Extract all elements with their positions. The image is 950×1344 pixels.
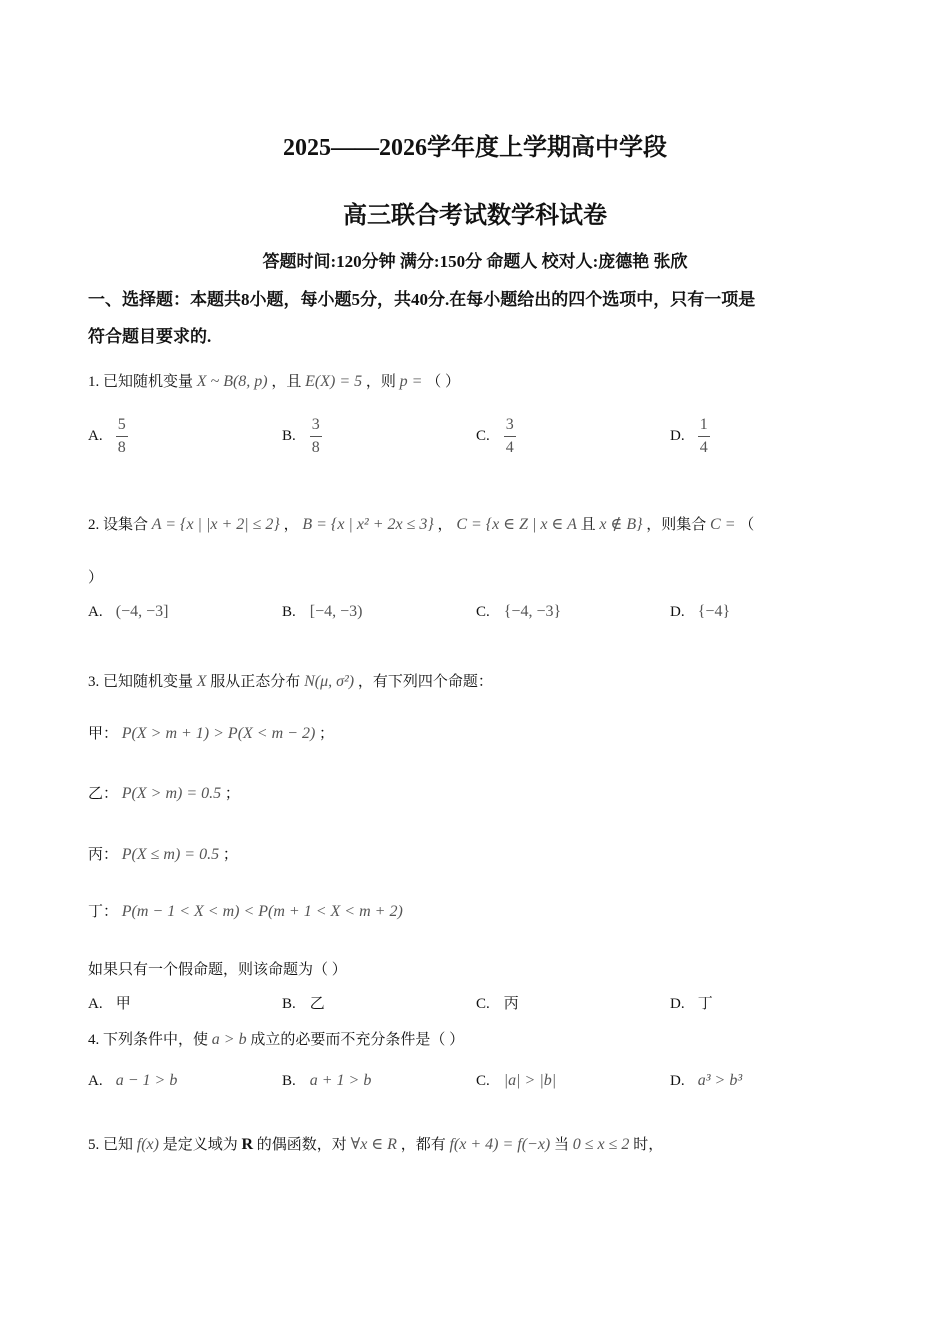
question-text: 服从正态分布	[210, 674, 301, 690]
q2-option-a	[88, 603, 168, 621]
option-label: A.	[88, 1073, 103, 1089]
question-2	[88, 513, 754, 534]
q4-option-c	[476, 1072, 556, 1090]
option-value: a + 1 > b	[309, 1072, 372, 1089]
option-label: D.	[670, 1073, 685, 1089]
question-text: ，且	[271, 374, 302, 390]
option-value: |a| > |b|	[503, 1072, 557, 1089]
section-heading-line2: 符合题目要求的.	[88, 327, 212, 346]
question-text: 已知	[103, 1137, 134, 1153]
fraction: $\frac{5}{8}$	[117, 416, 126, 456]
fraction: $\frac{1}{4}$	[699, 416, 708, 456]
option-label: C.	[476, 427, 490, 444]
option-label: A.	[88, 604, 103, 620]
option-label: A.	[88, 427, 103, 444]
q3-option-c	[476, 992, 519, 1013]
question-number: 4.	[88, 1032, 100, 1048]
math-expression: C =	[710, 516, 736, 533]
option-label: C.	[476, 1073, 490, 1089]
math-expression: ∀x ∈ R	[350, 1136, 397, 1153]
q3-option-b	[282, 992, 325, 1013]
proposition-end: ；	[222, 847, 238, 863]
exam-info: 答题时间:120分钟 满分:150分 命题人 校对人:庞德艳 张欣	[262, 252, 688, 271]
question-text: 下列条件中，使	[103, 1032, 209, 1048]
question-text: 的偶函数，对	[256, 1137, 347, 1153]
proposition-label: 甲：	[88, 726, 119, 742]
proposition-end: ；	[224, 786, 240, 802]
question-text: ，	[437, 517, 453, 533]
option-value: {−4, −3}	[503, 603, 562, 620]
question-number: 1.	[88, 374, 100, 390]
question-text: ，	[283, 517, 299, 533]
option-value: {−4}	[697, 603, 731, 620]
proposition-ding	[88, 900, 403, 921]
question-text: 已知随机变量	[103, 674, 194, 690]
math-expression: P(X > m + 1) > P(X < m − 2)	[121, 725, 316, 742]
question-number: 2.	[88, 517, 100, 533]
q4-option-d	[670, 1072, 742, 1090]
option-label: B.	[282, 996, 296, 1012]
question-5	[88, 1133, 663, 1154]
question-3-ask: 如果只有一个假命题，则该命题为（ ）	[88, 962, 347, 978]
option-value: a − 1 > b	[115, 1072, 178, 1089]
option-value: a³ > b³	[697, 1072, 743, 1089]
q1-option-a	[88, 416, 128, 457]
q3-option-d	[670, 992, 713, 1013]
option-label: B.	[282, 427, 296, 444]
option-label: D.	[670, 996, 685, 1012]
math-expression: f(x)	[136, 1136, 159, 1153]
proposition-label: 乙：	[88, 786, 119, 802]
math-expression: N(μ, σ²)	[304, 673, 355, 690]
exam-title-line1: 2025——2026学年度上学期高中学段	[283, 135, 667, 161]
question-text: 设集合	[103, 517, 149, 533]
q4-option-a	[88, 1072, 177, 1090]
option-value: [−4, −3)	[309, 603, 363, 620]
proposition-jia	[88, 722, 334, 743]
math-expression: B = {x | x² + 2x ≤ 3}	[302, 516, 434, 533]
math-expression: 0 ≤ x ≤ 2	[572, 1136, 630, 1153]
math-expression: p =	[399, 373, 423, 390]
math-expression: f(x + 4) = f(−x)	[449, 1136, 551, 1153]
q1-option-d	[670, 416, 710, 457]
option-label: C.	[476, 996, 490, 1012]
math-expression: P(X ≤ m) = 0.5	[121, 846, 220, 863]
proposition-yi	[88, 782, 240, 803]
question-number: 3.	[88, 674, 100, 690]
option-value: 丁	[697, 996, 713, 1012]
question-text: 成立的必要而不充分条件是（ ）	[250, 1032, 465, 1048]
exam-title-line2: 高三联合考试数学科试卷	[343, 203, 607, 229]
proposition-label: 丁：	[88, 904, 119, 920]
math-expression: R	[241, 1136, 254, 1153]
option-value: 乙	[309, 996, 325, 1012]
question-4	[88, 1028, 464, 1049]
question-text: 当	[554, 1137, 570, 1153]
math-expression: X	[196, 673, 207, 690]
math-expression: P(X > m) = 0.5	[121, 785, 222, 802]
option-label: B.	[282, 1073, 296, 1089]
fraction: $\frac{3}{4}$	[505, 416, 514, 456]
option-label: D.	[670, 604, 685, 620]
question-3	[88, 670, 493, 691]
question-text: 且	[580, 517, 596, 533]
q1-option-c	[476, 416, 516, 457]
q2-option-d	[670, 603, 730, 621]
question-text: ，有下列四个命题：	[357, 674, 493, 690]
math-expression: a > b	[211, 1031, 247, 1048]
proposition-label: 丙：	[88, 847, 119, 863]
question-text: 时，	[633, 1137, 664, 1153]
proposition-bing	[88, 843, 238, 864]
option-label: A.	[88, 996, 103, 1012]
option-value: 丙	[503, 996, 519, 1012]
q2-option-b	[282, 603, 362, 621]
option-label: B.	[282, 604, 296, 620]
q3-option-a	[88, 992, 131, 1013]
section-heading-line1: 一、选择题：本题共8小题，每小题5分，共40分.在每小题给出的四个选项中，只有一项是	[88, 290, 756, 309]
q1-option-b	[282, 416, 322, 457]
math-expression: E(X) = 5	[305, 373, 363, 390]
question-number: 5.	[88, 1137, 100, 1153]
math-expression: A = {x | |x + 2| ≤ 2}	[151, 516, 280, 533]
math-expression: X ~ B(8, p)	[196, 373, 268, 390]
answer-bracket: （	[739, 517, 755, 533]
option-value: 甲	[115, 996, 131, 1012]
proposition-end: ；	[319, 726, 335, 742]
question-text: ，都有	[400, 1137, 446, 1153]
option-label: C.	[476, 604, 490, 620]
question-text: 是定义域为	[162, 1137, 238, 1153]
q4-option-b	[282, 1072, 371, 1090]
option-label: D.	[670, 427, 685, 444]
fraction: $\frac{3}{8}$	[311, 416, 320, 456]
answer-bracket-close: ）	[88, 570, 104, 586]
math-expression: C = {x ∈ Z | x ∈ A	[456, 516, 577, 533]
option-value: (−4, −3]	[115, 603, 169, 620]
math-expression: P(m − 1 < X < m) < P(m + 1 < X < m + 2)	[121, 903, 403, 920]
question-1	[88, 370, 460, 391]
answer-bracket: （ ）	[426, 374, 460, 390]
math-expression: x ∉ B}	[599, 516, 643, 533]
q2-option-c	[476, 603, 561, 621]
question-text: ，则集合	[646, 517, 707, 533]
question-text: 已知随机变量	[103, 374, 194, 390]
question-text: ，则	[365, 374, 396, 390]
